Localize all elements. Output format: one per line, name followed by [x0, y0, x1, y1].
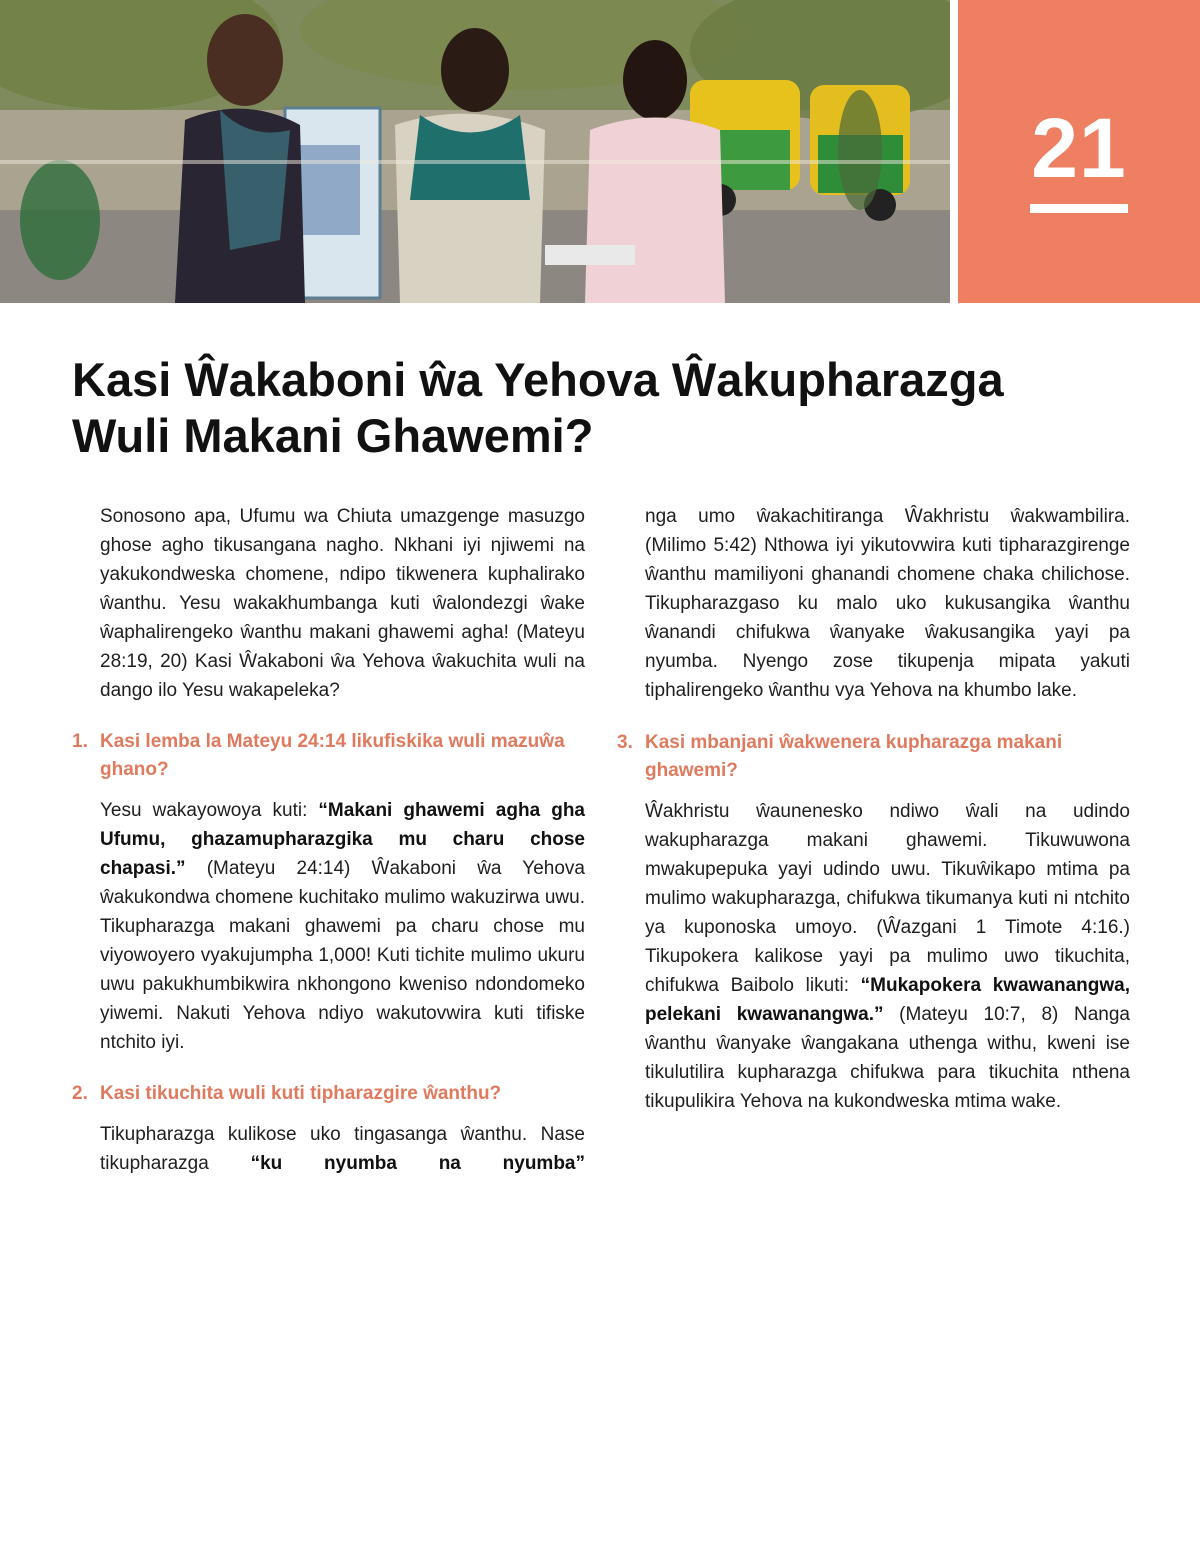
question-1-answer: [100, 796, 585, 1057]
lesson-number-underline: [1030, 204, 1128, 213]
question-1-text: Kasi lemba la Mateyu 24:14 likufiskika wuli mazuŵa ghano?: [100, 731, 565, 780]
title-line-2: Wuli Makani Ghawemi?: [72, 409, 594, 462]
lesson-number: 21: [1031, 101, 1127, 195]
question-3-answer: [645, 797, 1130, 1116]
question-3-number: 3.: [617, 732, 633, 753]
header-photo: [0, 0, 950, 303]
question-2-answer-continued: nga umo ŵakachitiranga Ŵakhristu ŵakwambilira. (Milimo 5:42) Nthowa iyi yikutovwira kuti tipharazgirenge ŵanthu mamiliyoni ghanandi chomene chaka chilichose. Tikupharazgaso ku malo uko kukusangika ŵanthu ŵanandi chifukwa ŵanyake ŵakusangika yayi pa nyumba. Nyengo zose tikupenja mipata yakuti tiphalirengeko ŵanthu vya Yehova na khumbo lake.: [645, 506, 1130, 701]
question-2-heading: [72, 1080, 585, 1108]
question-3-heading: [617, 729, 1130, 785]
question-1-quote: “Makani ghawemi agha gha Ufumu, ghazamupharazgika mu charu chose chapasi.”: [100, 800, 585, 879]
question-2-answer-pre: Tikupharazga kulikose uko tingasanga ŵanthu. Nase tikupharazga: [100, 1124, 585, 1174]
question-1-heading: [72, 728, 585, 784]
lesson-number-box: [958, 0, 1200, 303]
question-1-number: 1.: [72, 731, 88, 752]
right-column: [617, 502, 1130, 1116]
question-2-number: 2.: [72, 1083, 88, 1104]
question-3-answer-post: (Mateyu 10:7, 8) Nanga ŵanthu ŵanyake ŵangakana uthenga withu, kweni ise tikulutilira kupharazga chifukwa para tikuchita nthena tikupulikira Yehova na kukondweska mtima wake.: [645, 1004, 1131, 1112]
left-column: [72, 502, 585, 1178]
question-2-answer: [100, 1120, 585, 1178]
question-1-answer-post: (Mateyu 24:14) Ŵakaboni ŵa Yehova ŵakukondwa chomene kuchitako mulimo wakuzirwa uwu. Tikupharazga makani ghawemi pa charu chose mu viyowoyero vyakujumpha 1,000! Kuti tichite mulimo ukuru uwu pakukhumbikwira nkhongono kweniso ndondomeko yiwemi. Nakuti Yehova ndiyo wakutovwira kuti tifiske ntchito iyi.: [100, 858, 585, 1053]
title-line-1: Kasi Ŵakaboni ŵa Yehova Ŵakupharazga: [72, 353, 1004, 406]
question-2-quote: “ku nyumba na nyumba”: [250, 1153, 586, 1174]
question-3-text: Kasi mbanjani ŵakwenera kupharazga makani ghawemi?: [645, 732, 1063, 781]
question-3-quote: “Mukapokera kwawanangwa, pelekani kwawanangwa.”: [645, 975, 1131, 1025]
question-3-answer-pre: Ŵakhristu ŵaunenesko ndiwo ŵali na udindo wakupharazga makani ghawemi. Tikuwuwona mwakupepuka yayi udindo uwu. Tikuŵikapo mtima pa mulimo wakupharazga, chifukwa tikumanya kuti ni ntchito ya kuponoska umoyo. (Ŵazgani 1 Timote 4:16.) Tikupokera kalikose yayi pa mulimo uwo tikuchita, chifukwa Baibolo likuti:: [645, 801, 1130, 996]
question-1-answer-pre: Yesu wakayowoya kuti:: [100, 800, 319, 821]
street-scene-image: [0, 0, 950, 303]
intro-paragraph: Sonosono apa, Ufumu wa Chiuta umazgenge masuzgo ghose agho tikusangana nagho. Nkhani iyi njiwemi na yakukondweska chomene, ndipo tikwenera kuphalirako ŵanthu. Yesu wakakhumbanga kuti ŵalondezgi ŵake ŵaphalirengeko ŵanthu makani ghawemi agha! (Mateyu 28:19, 20) Kasi Ŵakaboni ŵa Yehova ŵakuchita wuli na dango ilo Yesu wakapeleka?: [100, 506, 585, 701]
page-title: [72, 352, 1132, 464]
question-2-text: Kasi tikuchita wuli kuti tipharazgire ŵanthu?: [100, 1083, 502, 1104]
